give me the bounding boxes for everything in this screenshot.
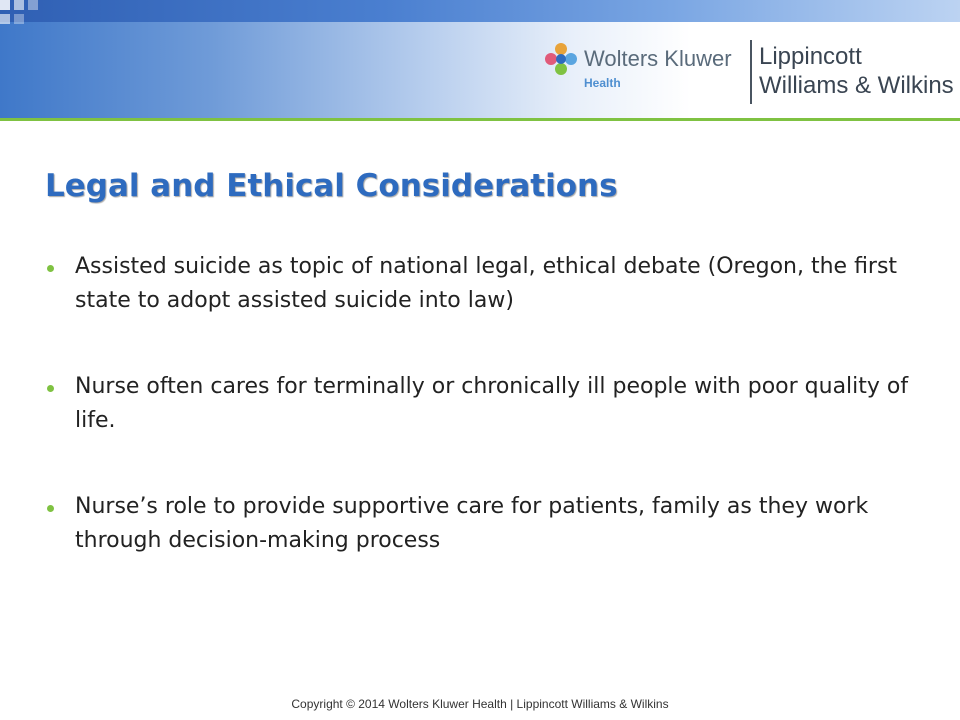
bullet-item <box>45 250 935 318</box>
bullet-item <box>45 370 935 438</box>
bullet-text: Nurse’s role to provide supportive care for patients, family as they work through decision-making process <box>75 494 869 553</box>
slide-title: Legal and Ethical Considerations <box>45 168 618 204</box>
header-green-rule <box>0 118 960 121</box>
bullet-dot-icon <box>47 265 54 272</box>
logo-lww-line2: Williams & Wilkins <box>759 72 954 99</box>
bullet-dot-icon <box>47 385 54 392</box>
publisher-logo <box>544 40 954 106</box>
logo-lww-line1: Lippincott <box>759 43 862 70</box>
bullet-text: Nurse often cares for terminally or chronically ill people with poor quality of life. <box>75 374 909 433</box>
decorative-squares <box>0 0 60 40</box>
logo-lww-text <box>759 42 954 100</box>
copyright-footer: Copyright © 2014 Wolters Kluwer Health | Lippincott Williams & Wilkins <box>291 697 669 711</box>
logo-wolters-kluwer-text: Wolters Kluwer <box>584 46 732 71</box>
bullet-dot-icon <box>47 505 54 512</box>
bullet-list <box>45 250 935 558</box>
logo-divider <box>750 40 752 104</box>
bullet-item <box>45 490 935 558</box>
bullet-text: Assisted suicide as topic of national legal, ethical debate (Oregon, the first state to adopt assisted suicide into law) <box>75 254 898 313</box>
logo-health-text: Health <box>584 76 621 90</box>
slide-header-band <box>0 0 960 118</box>
wolters-kluwer-logo-icon <box>544 42 578 76</box>
header-top-bar <box>0 0 960 22</box>
